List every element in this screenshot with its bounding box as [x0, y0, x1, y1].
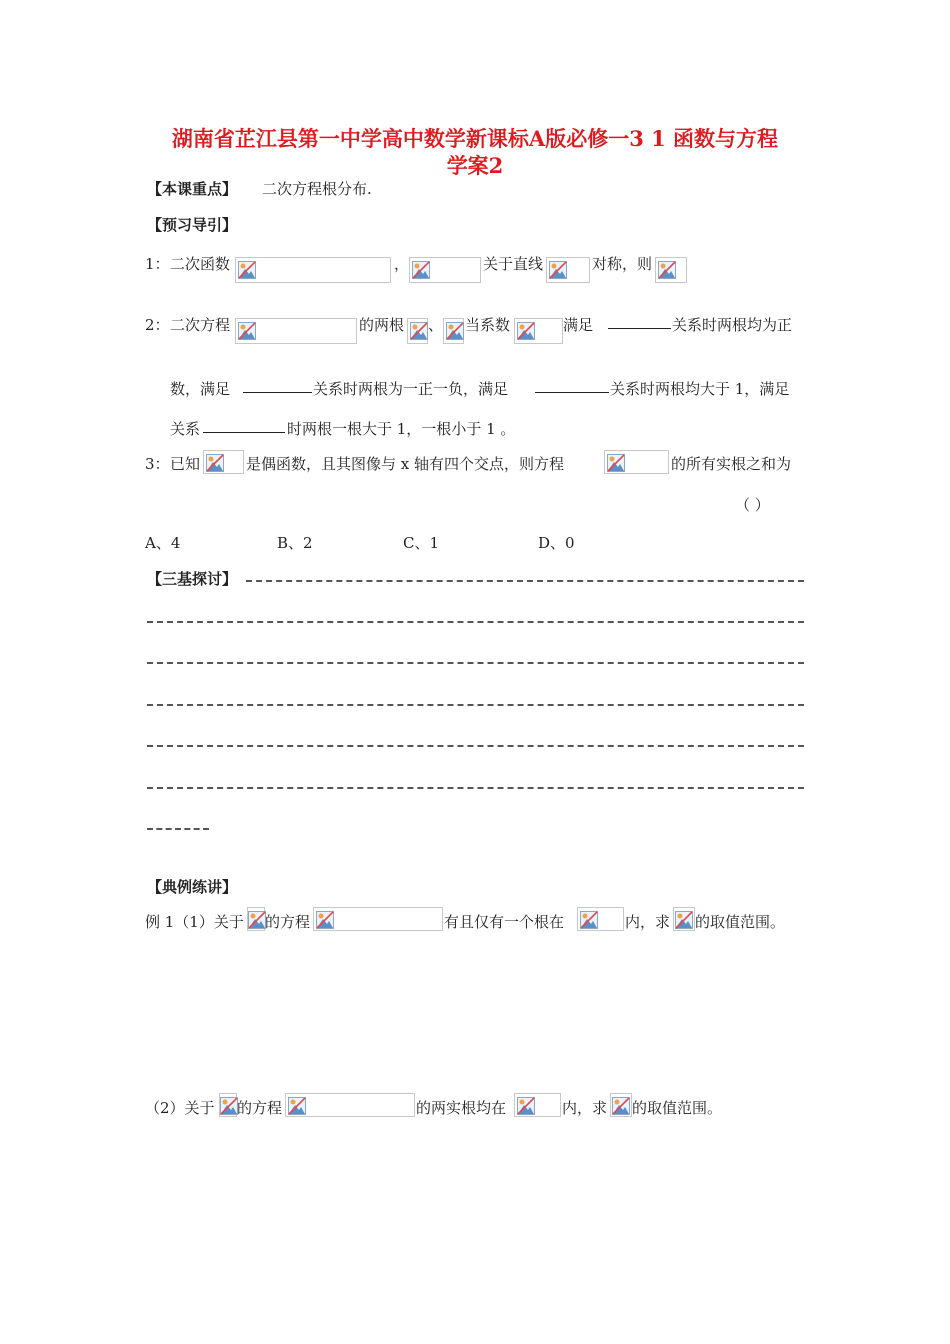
formula-image — [407, 318, 428, 344]
example2-text-d: 内，求 — [562, 1099, 608, 1117]
broken-image-icon — [607, 454, 625, 472]
formula-image — [443, 318, 464, 344]
writing-line — [147, 704, 804, 706]
broken-image-icon — [288, 1097, 306, 1115]
q1-text-4: 对称，则 — [592, 255, 653, 273]
q1-text-1: 二次函数 — [170, 255, 231, 273]
preview-label: 【预习导引】 — [147, 216, 238, 234]
page-title: 湖南省芷江县第一中学高中数学新课标A版必修一3 1 函数与方程 — [171, 126, 779, 151]
answer-blank[interactable] — [535, 378, 609, 393]
q3-text-3: 的所有实根之和为 — [671, 455, 792, 473]
formula-image — [514, 1093, 561, 1117]
formula-image — [610, 1093, 632, 1117]
example2-text-a: （2）关于 — [145, 1099, 215, 1117]
page-subtitle: 学案2 — [446, 153, 504, 178]
example1-text-c: 有且仅有一个根在 — [444, 913, 565, 931]
broken-image-icon — [517, 1097, 535, 1115]
option-c[interactable]: C、1 — [403, 534, 440, 552]
q2-text-1: 二次方程 — [170, 316, 231, 334]
answer-blank[interactable] — [203, 418, 285, 433]
examples-label: 【典例练讲】 — [147, 878, 238, 896]
example2-text-b: 的方程 — [237, 1099, 283, 1117]
option-b[interactable]: B、2 — [277, 534, 313, 552]
focus-label: 【本课重点】 — [147, 180, 238, 198]
formula-image — [235, 318, 357, 344]
q2-line3-b: 时两根一根大于 1，一根小于 1 。 — [287, 420, 516, 438]
broken-image-icon — [248, 911, 266, 929]
discussion-label: 【三基探讨】 — [147, 570, 238, 588]
formula-image — [409, 257, 481, 283]
formula-image — [219, 1093, 237, 1117]
broken-image-icon — [238, 261, 256, 279]
example2-text-c: 的两实根均在 — [416, 1099, 507, 1117]
formula-image — [514, 318, 563, 344]
broken-image-icon — [517, 322, 535, 340]
q2-number: 2： — [145, 316, 170, 334]
q2-text-2: 的两根 — [359, 316, 405, 334]
broken-image-icon — [549, 261, 567, 279]
q2-line3-a: 关系 — [170, 420, 201, 438]
broken-image-icon — [220, 1097, 238, 1115]
q1-text-3: 关于直线 — [483, 255, 544, 273]
writing-line — [147, 662, 804, 664]
formula-image — [235, 257, 391, 283]
broken-image-icon — [658, 261, 676, 279]
writing-line — [147, 621, 804, 623]
q2-line2-b: 关系时两根为一正一负，满足 — [313, 380, 509, 398]
q2-text-6: 关系时两根均为正 — [672, 316, 793, 334]
example2-text-e: 的取值范围。 — [632, 1099, 723, 1117]
q3-text-1: 已知 — [170, 455, 201, 473]
broken-image-icon — [410, 322, 428, 340]
example1-text-d: 内，求 — [625, 913, 671, 931]
formula-image — [655, 257, 687, 283]
q3-number: 3： — [145, 455, 170, 473]
answer-parentheses: （ ） — [735, 496, 770, 514]
formula-image — [247, 907, 265, 931]
writing-line — [246, 580, 804, 582]
q3-text-2: 是偶函数，且其图像与 x 轴有四个交点，则方程 — [246, 455, 564, 473]
broken-image-icon — [316, 911, 334, 929]
writing-line — [147, 828, 209, 830]
example1-text-e: 的取值范围。 — [695, 913, 786, 931]
answer-blank[interactable] — [243, 378, 312, 393]
formula-image — [604, 450, 669, 474]
formula-image — [203, 450, 244, 474]
q2-text-5: 满足 — [563, 316, 594, 334]
q2-line2-a: 数，满足 — [170, 380, 231, 398]
option-a[interactable]: A、4 — [145, 534, 181, 552]
writing-line — [147, 745, 804, 747]
broken-image-icon — [206, 454, 224, 472]
broken-image-icon — [675, 911, 693, 929]
example1-text-a: 例 1（1）关于 — [145, 913, 244, 931]
broken-image-icon — [238, 322, 256, 340]
broken-image-icon — [612, 1097, 630, 1115]
formula-image — [313, 907, 443, 931]
option-d[interactable]: D、0 — [538, 534, 575, 552]
writing-line — [147, 787, 804, 789]
broken-image-icon — [446, 322, 464, 340]
q1-number: 1： — [145, 255, 170, 273]
q2-text-3: 、 — [428, 316, 444, 334]
q1-text-2: ， — [394, 255, 410, 273]
answer-blank[interactable] — [608, 314, 671, 329]
broken-image-icon — [412, 261, 430, 279]
example1-text-b: 的方程 — [265, 913, 311, 931]
q2-text-4: 当系数 — [465, 316, 511, 334]
formula-image — [673, 907, 695, 931]
formula-image — [285, 1093, 415, 1117]
formula-image — [577, 907, 624, 931]
formula-image — [546, 257, 590, 283]
q2-line2-c: 关系时两根均大于 1，满足 — [610, 380, 790, 398]
focus-text: 二次方程根分布. — [262, 180, 372, 198]
broken-image-icon — [580, 911, 598, 929]
